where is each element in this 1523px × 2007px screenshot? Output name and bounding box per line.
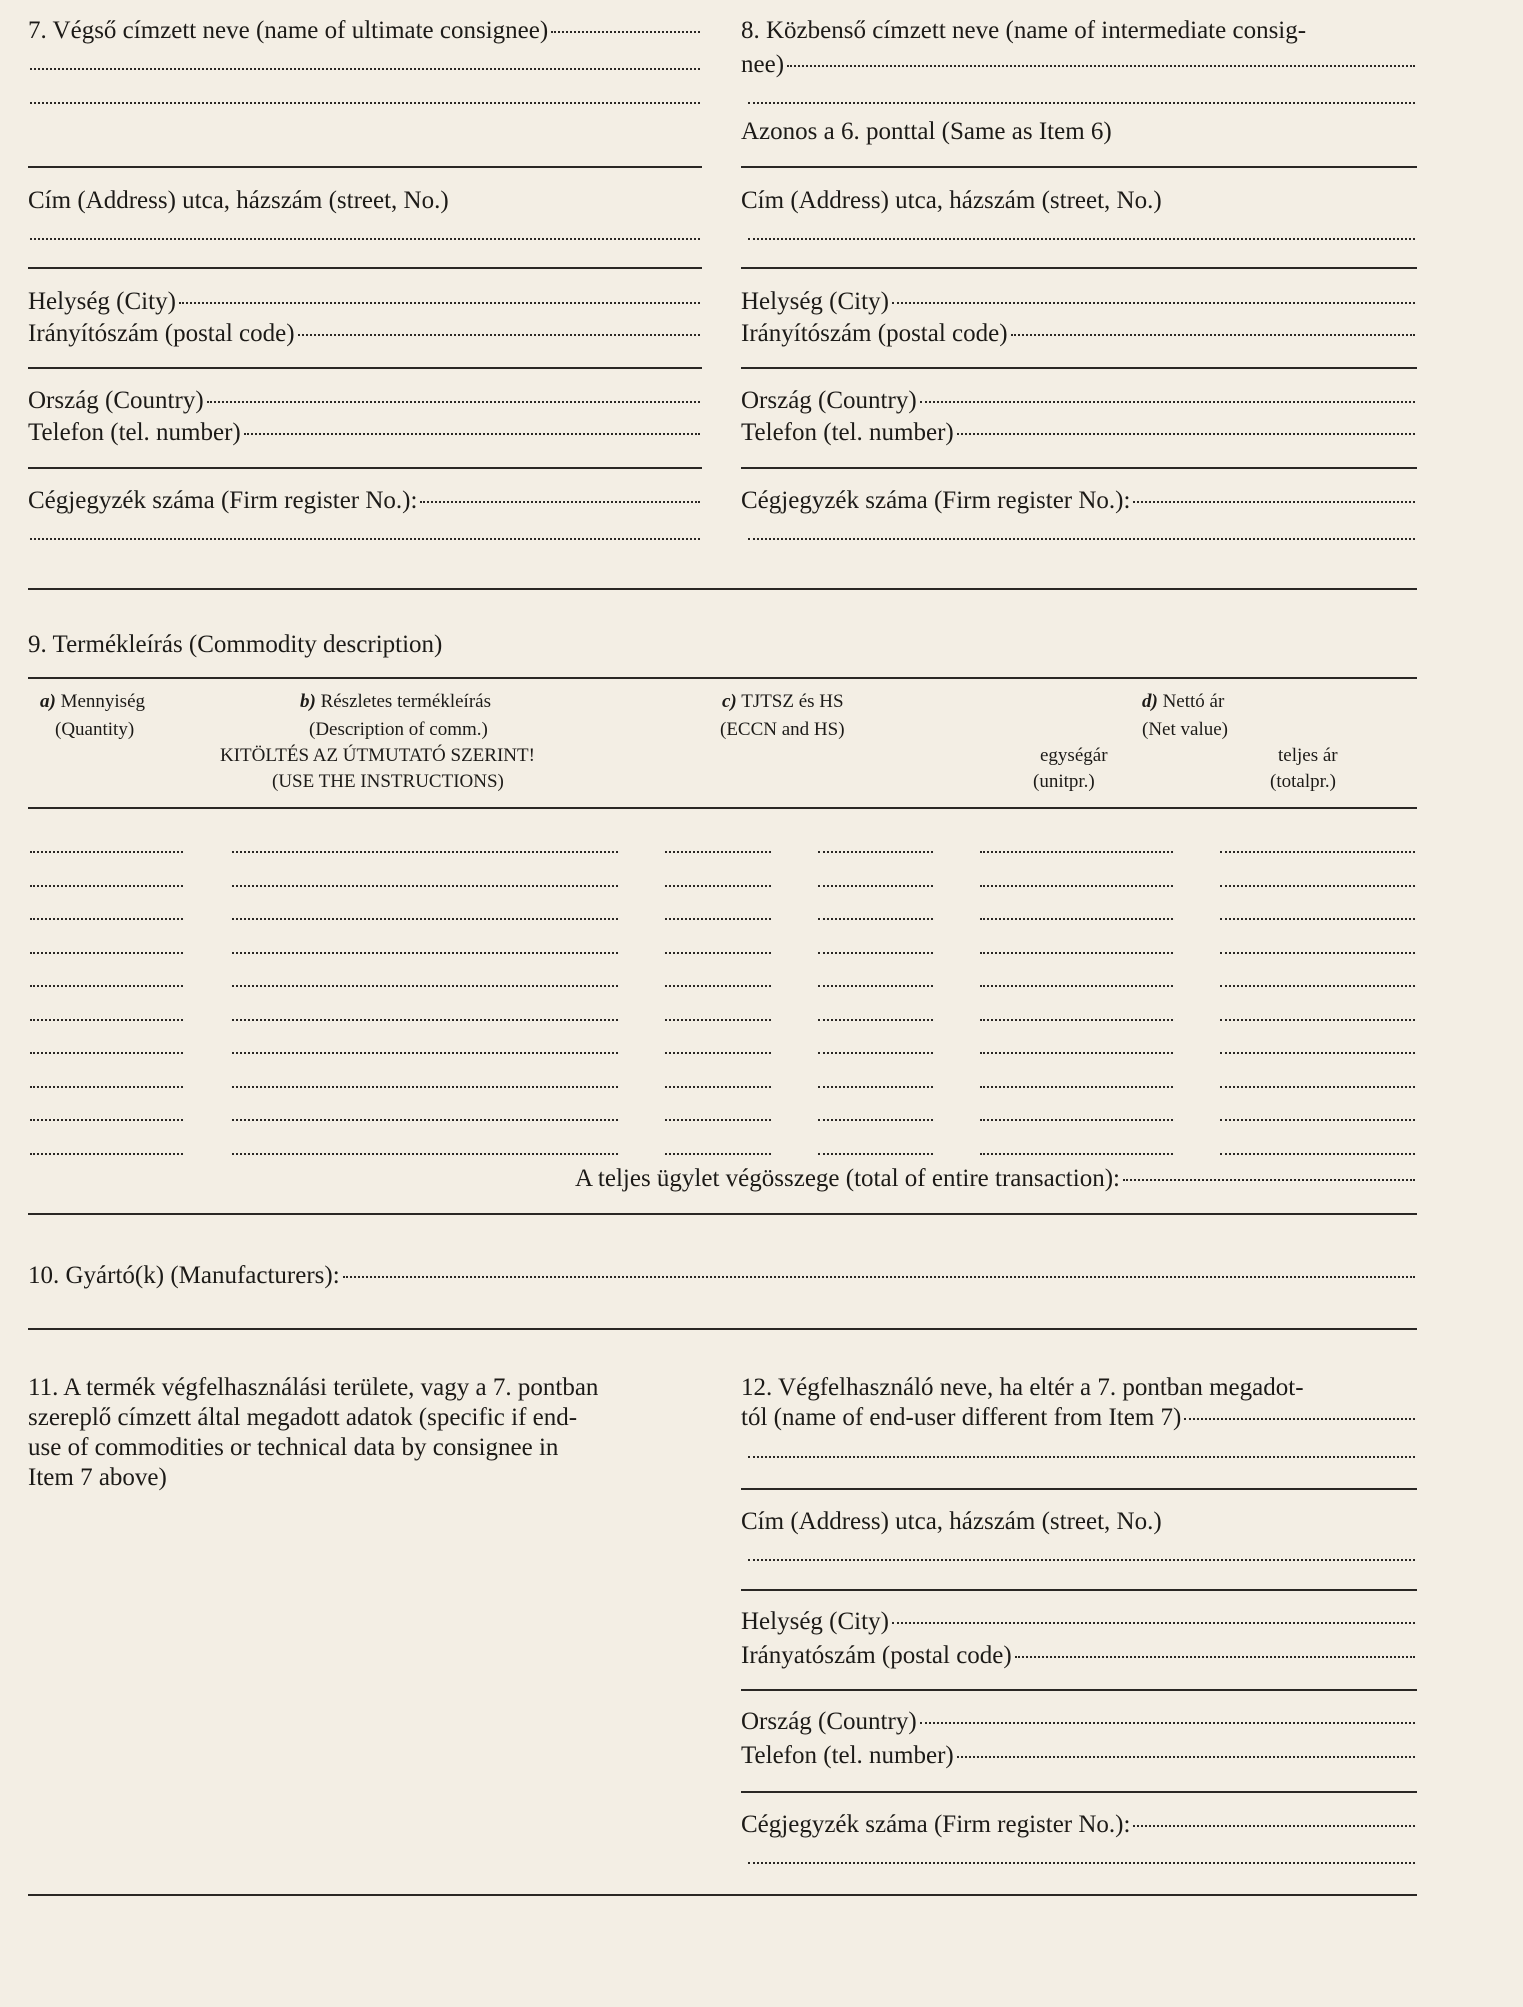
intermediate-city-label: Helység (City): [741, 288, 889, 315]
end-user-city-row[interactable]: [741, 1607, 1415, 1637]
end-user-city-field[interactable]: [892, 1622, 1415, 1624]
grand-total-label: A teljes ügylet végösszege (total of entire transaction):: [575, 1165, 1120, 1192]
consignee-postal-field[interactable]: [298, 334, 700, 336]
intermediate-same-as-label: Azonos a 6. ponttal (Same as Item 6): [741, 118, 1112, 145]
end-user-address-field[interactable]: [748, 1559, 1415, 1561]
commodity-hs-field[interactable]: [818, 1119, 933, 1121]
end-use-text-line3: use of commodities or technical data by consignee in: [28, 1434, 559, 1461]
commodity-eccn-field[interactable]: [665, 1119, 771, 1121]
commodity-description-field[interactable]: [232, 851, 618, 853]
divider: [741, 166, 1417, 168]
consignee-country-label: Ország (Country): [28, 387, 204, 414]
col-b-title: Részletes termékleírás: [320, 691, 491, 712]
consignee-firm-label: Cégjegyzék száma (Firm register No.):: [28, 487, 418, 514]
commodity-eccn-field[interactable]: [665, 851, 771, 853]
intermediate-title-line1: 8. Közbenső címzett neve (name of intermediate consig-: [741, 17, 1307, 44]
commodity-eccn-field[interactable]: [665, 918, 771, 920]
end-user-country-field[interactable]: [920, 1722, 1415, 1724]
divider: [741, 1791, 1417, 1793]
divider: [28, 467, 702, 469]
commodity-hs-field[interactable]: [818, 1019, 933, 1021]
commodity-description-field[interactable]: [232, 918, 618, 920]
end-user-address-label: Cím (Address) utca, házszám (street, No.): [741, 1508, 1162, 1535]
end-user-postal-field[interactable]: [1015, 1656, 1415, 1658]
commodity-eccn-field[interactable]: [665, 985, 771, 987]
col-b-letter: b): [300, 691, 316, 712]
col-b-note-1: KITÖLTÉS AZ ÚTMUTATÓ SZERINT!: [220, 745, 535, 766]
commodity-hs-field[interactable]: [818, 851, 933, 853]
divider: [28, 166, 702, 168]
end-user-name-line-2[interactable]: [748, 1456, 1415, 1458]
intermediate-city-row[interactable]: [741, 287, 1415, 317]
consignee-name-line-2[interactable]: [30, 68, 700, 70]
end-use-text-line4: Item 7 above): [28, 1464, 167, 1491]
intermediate-country-field[interactable]: [920, 401, 1415, 403]
intermediate-title-line2: nee): [741, 51, 785, 78]
divider: [741, 467, 1417, 469]
col-a-header: [40, 690, 145, 714]
commodity-quantity-field[interactable]: [30, 1019, 183, 1021]
intermediate-postal-row[interactable]: [741, 319, 1415, 349]
commodity-description-field[interactable]: [232, 885, 618, 887]
end-user-firm-label: Cégjegyzék száma (Firm register No.):: [741, 1811, 1131, 1838]
commodity-total-price-field[interactable]: [1220, 985, 1415, 987]
end-user-country-row[interactable]: [741, 1707, 1415, 1737]
commodity-unit-price-field[interactable]: [980, 918, 1173, 920]
commodity-total-price-field[interactable]: [1220, 1052, 1415, 1054]
divider: [28, 807, 1417, 809]
commodity-quantity-field[interactable]: [30, 1052, 183, 1054]
end-user-name-row[interactable]: [741, 1403, 1415, 1433]
commodity-total-price-field[interactable]: [1220, 1086, 1415, 1088]
commodity-hs-field[interactable]: [818, 1086, 933, 1088]
intermediate-name-field[interactable]: [787, 65, 1415, 67]
consignee-city-row[interactable]: [28, 287, 700, 317]
commodity-unit-price-field[interactable]: [980, 1019, 1173, 1021]
commodity-total-price-field[interactable]: [1220, 851, 1415, 853]
commodity-quantity-field[interactable]: [30, 1119, 183, 1121]
commodity-unit-price-field[interactable]: [980, 952, 1173, 954]
intermediate-firm-line-2[interactable]: [748, 538, 1415, 540]
col-c-title: TJTSZ és HS: [741, 691, 844, 712]
commodity-quantity-field[interactable]: [30, 1153, 183, 1155]
intermediate-name-line-2[interactable]: [748, 102, 1415, 104]
commodity-total-price-field[interactable]: [1220, 1153, 1415, 1155]
commodity-eccn-field[interactable]: [665, 885, 771, 887]
end-user-postal-row[interactable]: [741, 1641, 1415, 1671]
consignee-address-label: Cím (Address) utca, házszám (street, No.): [28, 187, 449, 214]
commodity-quantity-field[interactable]: [30, 1086, 183, 1088]
commodity-description-field[interactable]: [232, 985, 618, 987]
end-user-title-line2: tól (name of end-user different from Item 7): [741, 1404, 1182, 1431]
commodity-quantity-field[interactable]: [30, 885, 183, 887]
intermediate-firm-row[interactable]: [741, 486, 1415, 516]
col-d-header: [1142, 690, 1224, 714]
consignee-phone-row[interactable]: [28, 418, 700, 448]
end-user-firm-line-2[interactable]: [748, 1862, 1415, 1864]
commodity-unit-price-field[interactable]: [980, 985, 1173, 987]
end-user-city-label: Helység (City): [741, 1608, 889, 1635]
divider: [741, 367, 1417, 369]
consignee-name-line-3[interactable]: [30, 102, 700, 104]
col-b-header: [300, 690, 491, 714]
consignee-city-label: Helység (City): [28, 288, 176, 315]
end-user-phone-label: Telefon (tel. number): [741, 1742, 954, 1769]
intermediate-address-field[interactable]: [748, 238, 1415, 240]
consignee-firm-line-2[interactable]: [30, 538, 700, 540]
end-user-firm-field[interactable]: [1133, 1825, 1415, 1827]
commodity-description-field[interactable]: [232, 1019, 618, 1021]
end-user-phone-row[interactable]: [741, 1741, 1415, 1771]
commodity-eccn-field[interactable]: [665, 1086, 771, 1088]
commodity-unit-price-field[interactable]: [980, 1086, 1173, 1088]
col-total-price-subtitle: (totalpr.): [1270, 771, 1336, 792]
consignee-postal-row[interactable]: [28, 319, 700, 349]
intermediate-name-row[interactable]: [741, 50, 1415, 80]
consignee-country-row[interactable]: [28, 386, 700, 416]
commodity-hs-field[interactable]: [818, 1153, 933, 1155]
commodity-unit-price-field[interactable]: [980, 851, 1173, 853]
divider: [28, 1328, 1417, 1330]
consignee-name-row[interactable]: [28, 16, 700, 46]
col-d-title: Nettó ár: [1162, 691, 1225, 712]
col-unit-price-title: egységár: [1040, 745, 1108, 766]
commodity-unit-price-field[interactable]: [980, 1153, 1173, 1155]
end-user-postal-label: Irányatószám (postal code): [741, 1642, 1012, 1669]
intermediate-firm-field[interactable]: [1133, 501, 1415, 503]
intermediate-postal-field[interactable]: [1011, 334, 1415, 336]
commodity-hs-field[interactable]: [818, 1052, 933, 1054]
col-c-subtitle: (ECCN and HS): [720, 719, 845, 740]
commodity-description-field[interactable]: [232, 1119, 618, 1121]
commodity-unit-price-field[interactable]: [980, 1119, 1173, 1121]
end-use-text-line1: 11. A termék végfelhasználási területe, vagy a 7. pontban: [28, 1374, 599, 1401]
col-b-subtitle: (Description of comm.): [309, 719, 488, 740]
intermediate-city-field[interactable]: [892, 302, 1415, 304]
intermediate-postal-label: Irányítószám (postal code): [741, 320, 1008, 347]
commodity-quantity-field[interactable]: [30, 851, 183, 853]
col-c-header: [722, 690, 844, 714]
end-user-firm-row[interactable]: [741, 1810, 1415, 1840]
intermediate-firm-label: Cégjegyzék száma (Firm register No.):: [741, 487, 1131, 514]
col-c-letter: c): [722, 691, 737, 712]
consignee-country-field[interactable]: [207, 401, 700, 403]
intermediate-country-row[interactable]: [741, 386, 1415, 416]
commodity-unit-price-field[interactable]: [980, 885, 1173, 887]
commodity-hs-field[interactable]: [818, 885, 933, 887]
end-user-phone-field[interactable]: [957, 1756, 1415, 1758]
commodity-hs-field[interactable]: [818, 918, 933, 920]
commodity-section-title: 9. Termékleírás (Commodity description): [28, 631, 443, 658]
commodity-total-price-field[interactable]: [1220, 1019, 1415, 1021]
commodity-total-price-field[interactable]: [1220, 918, 1415, 920]
commodity-unit-price-field[interactable]: [980, 1052, 1173, 1054]
divider: [741, 1488, 1417, 1490]
commodity-description-field[interactable]: [232, 1153, 618, 1155]
consignee-address-field[interactable]: [30, 238, 700, 240]
divider: [741, 1589, 1417, 1591]
col-total-price-title: teljes ár: [1278, 745, 1338, 766]
intermediate-address-label: Cím (Address) utca, házszám (street, No.): [741, 187, 1162, 214]
end-user-country-label: Ország (Country): [741, 1708, 917, 1735]
divider: [28, 1894, 1417, 1896]
divider: [28, 677, 1417, 679]
divider: [28, 367, 702, 369]
commodity-quantity-field[interactable]: [30, 952, 183, 954]
col-a-subtitle: (Quantity): [55, 719, 135, 740]
commodity-total-price-field[interactable]: [1220, 885, 1415, 887]
consignee-postal-label: Irányítószám (postal code): [28, 320, 295, 347]
consignee-firm-field[interactable]: [420, 501, 700, 503]
intermediate-country-label: Ország (Country): [741, 387, 917, 414]
col-d-subtitle: (Net value): [1142, 719, 1228, 740]
manufacturers-field[interactable]: [343, 1276, 1415, 1278]
consignee-firm-row[interactable]: [28, 486, 700, 516]
divider: [741, 267, 1417, 269]
end-use-text-line2: szereplő címzett által megadott adatok (specific if end-: [28, 1404, 578, 1431]
manufacturers-label: 10. Gyártó(k) (Manufacturers):: [28, 1262, 340, 1289]
divider: [28, 1213, 1417, 1215]
divider: [28, 588, 1417, 590]
divider: [741, 1689, 1417, 1691]
end-user-name-field[interactable]: [1184, 1418, 1415, 1420]
consignee-phone-field[interactable]: [244, 433, 700, 435]
commodity-description-field[interactable]: [232, 1086, 618, 1088]
consignee-city-field[interactable]: [179, 302, 700, 304]
intermediate-phone-field[interactable]: [957, 433, 1415, 435]
commodity-quantity-field[interactable]: [30, 985, 183, 987]
intermediate-phone-row[interactable]: [741, 418, 1415, 448]
end-user-title-line1: 12. Végfelhasználó neve, ha eltér a 7. pontban megadot-: [741, 1374, 1304, 1401]
intermediate-phone-label: Telefon (tel. number): [741, 419, 954, 446]
commodity-description-field[interactable]: [232, 952, 618, 954]
commodity-description-field[interactable]: [232, 1052, 618, 1054]
commodity-hs-field[interactable]: [818, 985, 933, 987]
commodity-total-price-field[interactable]: [1220, 1119, 1415, 1121]
commodity-total-price-field[interactable]: [1220, 952, 1415, 954]
col-d-letter: d): [1142, 691, 1158, 712]
manufacturers-row[interactable]: [28, 1261, 1415, 1291]
commodity-eccn-field[interactable]: [665, 952, 771, 954]
commodity-hs-field[interactable]: [818, 952, 933, 954]
col-b-note-2: (USE THE INSTRUCTIONS): [272, 771, 504, 792]
consignee-phone-label: Telefon (tel. number): [28, 419, 241, 446]
grand-total-row[interactable]: [575, 1164, 1415, 1194]
consignee-name-label: 7. Végső címzett neve (name of ultimate consignee): [28, 17, 549, 44]
commodity-eccn-field[interactable]: [665, 1019, 771, 1021]
commodity-eccn-field[interactable]: [665, 1153, 771, 1155]
col-a-title: Mennyiség: [60, 691, 146, 712]
col-unit-price-subtitle: (unitpr.): [1033, 771, 1095, 792]
grand-total-field[interactable]: [1123, 1179, 1415, 1181]
commodity-eccn-field[interactable]: [665, 1052, 771, 1054]
divider: [28, 267, 702, 269]
col-a-letter: a): [40, 691, 56, 712]
commodity-quantity-field[interactable]: [30, 918, 183, 920]
consignee-name-field[interactable]: [551, 31, 700, 33]
